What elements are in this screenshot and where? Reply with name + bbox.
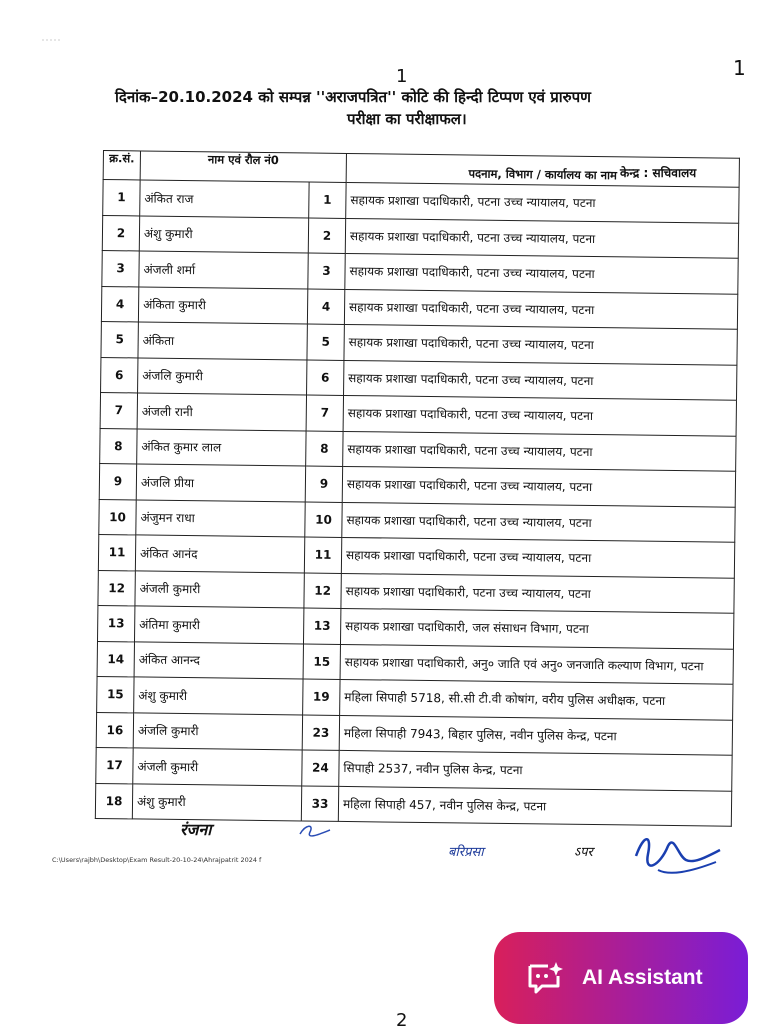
post-cell: महिला सिपाही 5718, सी.सी टी.वी कोषांग, वरीय पुलिस अधीक्षक, पटना [340,679,733,719]
page-number-corner: 1 [733,56,746,80]
name-cell: अंजलि प्रीया [136,464,305,502]
header-serial: क्र.सं. [103,151,140,180]
serial-cell: 2 [102,215,139,251]
serial-cell: 6 [101,357,138,393]
name-cell: अंकिता [138,322,307,360]
post-cell: सहायक प्रशाखा पदाधिकारी, जल संसाधन विभाग, पटना [340,608,733,648]
roll-cell: 5 [307,324,344,360]
serial-cell: 15 [97,676,134,712]
name-cell: अंजलि कुमारी [138,357,307,395]
name-cell: अंकित कुमार लाल [137,428,306,466]
roll-cell: 24 [302,750,339,786]
serial-cell: 17 [96,747,133,783]
header-post: पदनाम, विभाग / कार्यालय का नाम [346,153,739,187]
serial-cell: 18 [95,783,132,819]
post-cell: महिला सिपाही 457, नवीन पुलिस केन्द्र, पटना [338,786,731,826]
roll-cell: 1 [309,182,346,218]
name-cell: अंकिता कुमारी [138,286,307,324]
name-cell: अंजुमन राधा [136,499,305,537]
serial-cell: 11 [98,534,135,570]
ai-assistant-button[interactable] [494,932,748,1024]
post-cell: सहायक प्रशाखा पदाधिकारी, पटना उच्च न्यायालय, पटना [343,395,736,435]
scan-mark [42,38,62,42]
header-name-roll: नाम एवं रौल नं0 [140,151,346,183]
file-path-footer: C:\Users\rajbh\Desktop\Exam Result-20-10-24\Ahrajpatrit 2024 f [52,856,262,864]
roll-cell: 12 [304,572,341,608]
signature-4: ऽपर [574,845,593,860]
signature-3: बरिप्रसा [448,845,484,860]
exam-centre: केन्द्र : सचिवालय [620,166,697,180]
roll-cell: 10 [305,501,342,537]
sparkle-chat-icon [526,960,566,996]
serial-cell: 7 [100,392,137,428]
serial-cell: 10 [99,499,136,535]
name-cell: अंकित आनन्द [134,641,303,679]
post-cell: सहायक प्रशाखा पदाधिकारी, पटना उच्च न्यायालय, पटना [342,502,735,542]
signature-5-mark [630,826,726,882]
post-cell: सहायक प्रशाखा पदाधिकारी, पटना उच्च न्यायालय, पटना [341,573,734,613]
result-table-body [95,180,739,827]
name-cell: अंकित राज [140,180,309,218]
post-cell: सहायक प्रशाखा पदाधिकारी, पटना उच्च न्यायालय, पटना [345,253,738,293]
roll-cell: 2 [308,218,345,254]
result-table [95,150,740,827]
roll-cell: 9 [305,466,342,502]
roll-cell: 33 [301,785,338,821]
post-cell: सहायक प्रशाखा पदाधिकारी, पटना उच्च न्यायालय, पटना [344,324,737,364]
roll-cell: 15 [303,643,340,679]
post-cell: सहायक प्रशाखा पदाधिकारी, पटना उच्च न्यायालय, पटना [345,218,738,258]
name-cell: अंजली शर्मा [139,251,308,289]
post-cell: सहायक प्रशाखा पदाधिकारी, पटना उच्च न्यायालय, पटना [341,537,734,577]
page-number-bottom: 2 [396,1010,408,1031]
name-cell: अंतिमा कुमारी [134,606,303,644]
serial-cell: 5 [101,321,138,357]
heading-line-2: परीक्षा का परीक्षाफल। [347,110,467,128]
serial-cell: 8 [100,428,137,464]
name-cell: अंजली कुमारी [135,570,304,608]
name-cell: अंशु कुमारी [132,783,301,821]
post-cell: सहायक प्रशाखा पदाधिकारी, पटना उच्च न्यायालय, पटना [342,466,735,506]
post-cell: महिला सिपाही 7943, बिहार पुलिस, नवीन पुलिस केन्द्र, पटना [339,715,732,755]
name-cell: अंजली रानी [137,393,306,431]
serial-cell: 9 [99,463,136,499]
post-cell: सहायक प्रशाखा पदाधिकारी, पटना उच्च न्यायालय, पटना [346,182,739,222]
name-cell: अंकित आनंद [135,535,304,573]
roll-cell: 8 [306,431,343,467]
roll-cell: 3 [308,253,345,289]
signature-5 [630,826,726,886]
serial-cell: 16 [96,712,133,748]
name-cell: अंशु कुमारी [134,677,303,715]
serial-cell: 14 [97,641,134,677]
roll-cell: 23 [302,714,339,750]
post-cell: सहायक प्रशाखा पदाधिकारी, अनु० जाति एवं अनु० जनजाति कल्याण विभाग, पटना [340,644,733,684]
heading-line-1: दिनांक–20.10.2024 को सम्पन्न ''अराजपत्रित'' कोटि की हिन्दी टिप्पण एवं प्रारुपण [115,88,591,106]
ai-assistant-label: AI Assistant [582,966,703,989]
name-cell: अंशु कुमारी [139,215,308,253]
serial-cell: 13 [98,605,135,641]
post-cell: सहायक प्रशाखा पदाधिकारी, पटना उच्च न्यायालय, पटना [344,360,737,400]
name-cell: अंजलि कुमारी [133,712,302,750]
signature-1: रंजना [180,820,212,839]
page-number-top: 1 [396,66,408,87]
post-cell: सहायक प्रशाखा पदाधिकारी, पटना उच्च न्यायालय, पटना [344,289,737,329]
roll-cell: 7 [306,395,343,431]
roll-cell: 4 [307,289,344,325]
roll-cell: 13 [303,608,340,644]
signature-2 [296,820,336,844]
post-cell: सिपाही 2537, नवीन पुलिस केन्द्र, पटना [339,750,732,790]
post-cell: सहायक प्रशाखा पदाधिकारी, पटना उच्च न्यायालय, पटना [343,431,736,471]
signature-2-mark [296,820,336,840]
serial-cell: 12 [98,570,135,606]
roll-cell: 6 [307,360,344,396]
serial-cell: 1 [103,180,140,216]
serial-cell: 4 [101,286,138,322]
document-heading [115,86,745,130]
roll-cell: 11 [304,537,341,573]
name-cell: अंजली कुमारी [133,748,302,786]
serial-cell: 3 [102,250,139,286]
roll-cell: 19 [303,679,340,715]
